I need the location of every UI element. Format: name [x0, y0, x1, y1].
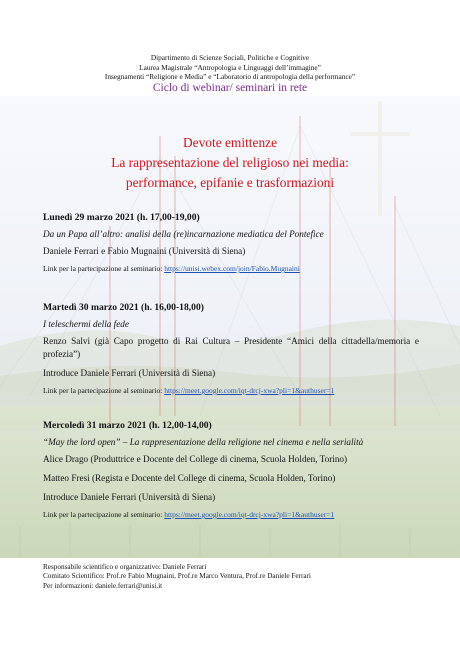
department-header: [0, 53, 460, 82]
link-label: Link per la partecipazione al seminario:: [43, 264, 165, 273]
session-link[interactable]: https://unisi.webex.com/join/Fabio.Mugnaini: [164, 264, 300, 273]
session-speaker: Renzo Salvi (già Capo progetto di Rai Cultura – Presidente “Amici della cittadella/memoria e profezia”): [43, 336, 419, 359]
session-speakers: Daniele Ferrari e Fabio Mugnaini (Università di Siena): [43, 246, 246, 256]
session-link-line: [43, 386, 419, 395]
event-title-main: Devote emittenze: [182, 135, 278, 150]
session-2: [43, 302, 419, 395]
header-line-courses: Insegnamenti “Religione e Media” e “Laboratorio di antropologia della performance”: [104, 72, 356, 82]
session-subtitle-quote: “May the lord open”: [43, 437, 121, 447]
session-3: [43, 420, 419, 519]
event-title-sub-2: performance, epifanie e trasformazioni: [125, 175, 335, 190]
session-subtitle-text: Da un Papa all’altro: analisi della (re)incarnazione mediatica del Pontefice: [43, 229, 324, 239]
session-subtitle: [43, 319, 419, 329]
session-speaker: Matteo Fresi (Regista e Docente del College di cinema, Scuola Holden, Torino): [43, 473, 336, 483]
session-date: Lunedì 29 marzo 2021 (h. 17,00-19,00): [43, 212, 200, 223]
session-1: [43, 212, 419, 273]
link-label: Link per la partecipazione al seminario:: [43, 510, 165, 519]
session-date: Mercoledì 31 marzo 2021 (h. 12,00-14,00): [43, 420, 212, 431]
series-title: Ciclo di webinar/ seminari in rete: [152, 82, 308, 94]
session-link-line: [43, 510, 419, 519]
footer-contact: Per informazioni: daniele.ferrari@unisi.it: [43, 581, 163, 590]
link-label: Link per la partecipazione al seminario:: [43, 386, 165, 395]
session-introducer: Introduce Daniele Ferrari (Università di Siena): [43, 492, 216, 502]
session-subtitle-text: I teleschermi della fede: [43, 319, 129, 329]
session-subtitle-text: – La rappresentazione della religione nel cinema e nella serialità: [120, 437, 364, 447]
session-subtitle: [43, 437, 419, 447]
session-link[interactable]: https://meet.google.com/iqt-drcj-xwa?pli=1&authuser=1: [164, 386, 335, 395]
session-date: Martedì 30 marzo 2021 (h. 16,00-18,00): [43, 302, 204, 313]
event-title-sub-1: La rappresentazione del religioso nei media:: [111, 155, 349, 170]
session-link-line: [43, 264, 419, 273]
footer-committee: Comitato Scientifico: Prof.re Fabio Mugnaini, Prof.re Marco Ventura, Prof.re Daniele Ferrari: [43, 572, 311, 581]
footer-responsible: Responsabile scientifico e organizzativo: Daniele Ferrari: [43, 563, 207, 571]
session-introducer: Introduce Daniele Ferrari (Università di Siena): [43, 368, 216, 378]
header-line-department: Dipartimento di Scienze Sociali, Politiche e Cognitive: [150, 53, 310, 62]
event-title: [0, 133, 460, 193]
session-speaker: Alice Drago (Produttrice e Docente del College di cinema, Scuola Holden, Torino): [43, 454, 348, 464]
session-link[interactable]: https://meet.google.com/iqt-drcj-xwa?pli=1&authuser=1: [164, 510, 335, 519]
header-line-degree: Laurea Magistrale “Antropologia e Linguaggi dell’immagine”: [139, 62, 321, 72]
session-subtitle: [43, 229, 419, 239]
footer-credits: [43, 563, 311, 591]
